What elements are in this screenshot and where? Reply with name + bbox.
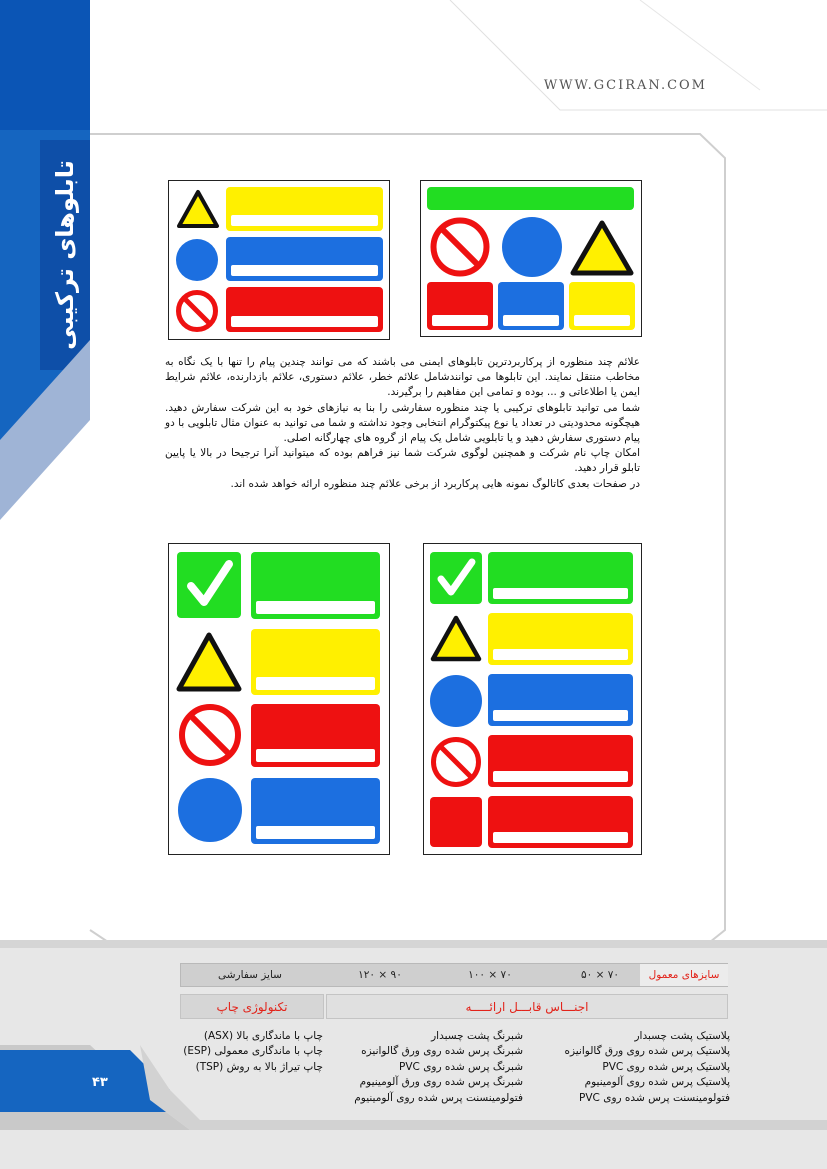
prohibition-icon (429, 216, 491, 278)
warning-triangle-icon (429, 614, 483, 664)
size-option-1: ۵۰ × ۷۰ (580, 969, 620, 981)
blue-bar (488, 674, 633, 726)
common-sizes-label: سایزهای معمول (640, 964, 728, 986)
sign-panel-top-right (420, 180, 642, 337)
list-item: فتولومینسنت پرس شده روی PVC (579, 1091, 730, 1104)
list-item: شبرنگ پرس شده روی ورق آلومینیوم (359, 1076, 523, 1089)
list-item: فتولومینسنت پرس شده روی آلومینیوم (354, 1091, 523, 1104)
yellow-bar (251, 629, 380, 695)
print-tech-list (180, 1029, 323, 1075)
warning-triangle-icon (175, 630, 243, 694)
paragraph-logo-print: امکان چاپ نام شرکت و همچنین لوگوی شرکت شما نیز فراهم بوده که میتوانید آنرا ترجیحا در بالا یا پایین تابلو قرار دهید. (165, 447, 640, 475)
list-item: چاپ با ماندگاری معمولی (ESP) (183, 1045, 323, 1058)
blue-bar (226, 237, 383, 281)
materials-list-reflective (328, 1029, 523, 1106)
check-sign-icon (430, 552, 482, 604)
check-sign-icon (177, 552, 241, 618)
yellow-bar (488, 613, 633, 665)
paragraph-intro: علائم چند منظوره از پرکاربردترین تابلوهای ایمنی می باشند که می توانند چندین پیام را تنها با یک نگاه به مخاطب منتقل نمایند. این تابلوها می توانندشامل علائم خطر، علائم دستوری، علائم بازدارنده، علائم شرایط ایمن یا اطلاعاتی و ... بوده و تمامی این مفاهیم را برگیرند. (165, 356, 640, 399)
list-item: شبرنگ پرس شده روی ورق گالوانیزه (361, 1045, 523, 1058)
green-bar (488, 552, 633, 604)
list-item: چاپ با ماندگاری بالا (ASX) (203, 1030, 323, 1042)
yellow-bar (226, 187, 383, 231)
custom-size-label: سایز سفارشی (218, 969, 282, 981)
green-bar (251, 552, 380, 619)
sign-panel-top-left (168, 180, 390, 340)
yellow-tile (569, 282, 635, 330)
prohibition-icon (177, 702, 243, 768)
red-bar (488, 735, 633, 787)
mandatory-circle-icon (175, 238, 219, 282)
paragraph-next-pages: در صفحات بعدی کاتالوگ نمونه هایی پرکاربرد از برخی علائم چند منظوره ارائه خواهد شده اند. (230, 477, 640, 490)
warning-triangle-icon (569, 219, 635, 277)
prohibition-icon (175, 289, 219, 333)
mandatory-circle-icon (177, 777, 243, 843)
materials-header: اجنـــاس قابـــل ارائـــــه (326, 994, 728, 1019)
mandatory-circle-icon (429, 674, 483, 728)
list-item: پلاستیک پرس شده روی آلومینیوم (584, 1076, 730, 1089)
sign-panel-bottom-right (423, 543, 642, 855)
mandatory-circle-icon (501, 216, 563, 278)
materials-list-plastic (540, 1029, 730, 1106)
list-item: شبرنگ پشت چسبدار (431, 1030, 523, 1042)
list-item: پلاستیک پشت چسبدار (634, 1030, 730, 1042)
red-tile (427, 282, 493, 330)
list-item: پلاستیک پرس شده روی ورق گالوانیزه (564, 1045, 730, 1058)
sign-panel-bottom-left (168, 543, 390, 855)
side-title: تابلوهای ترکیبی (51, 160, 79, 350)
website-url[interactable]: WWW.GCIRAN.COM (543, 78, 707, 93)
paragraph-custom-order: شما می توانید تابلوهای ترکیبی یا چند منظوره سفارشی را بنا به نیازهای خود به این شرکت سفارش دهید. هیچگونه محدودیتی در تعداد یا نوع پیکتوگرام انتخابی وجود نداشته و شما می توانید به عنوان مثال تابلویی با دو پیام دستوری سفارش دهید و یا تابلویی شامل یک پیام از گروه های چهارگانه اصلی. (165, 401, 640, 445)
red-bar-2 (488, 796, 633, 848)
size-option-3: ۱۲۰ × ۹۰ (358, 969, 402, 981)
green-header-bar (427, 187, 634, 210)
list-item: چاپ تیراژ بالا به روش (TSP) (195, 1060, 323, 1073)
list-item: پلاستیک پرس شده روی PVC (602, 1060, 730, 1073)
print-tech-header: تکنولوژی چاپ (180, 994, 324, 1019)
list-item: شبرنگ پرس شده روی PVC (399, 1060, 523, 1073)
size-option-2: ۱۰۰ × ۷۰ (468, 969, 512, 981)
page-number: ۴۳ (92, 1075, 108, 1090)
warning-triangle-icon (176, 189, 220, 229)
red-bar (226, 287, 383, 332)
red-bar (251, 704, 380, 767)
blue-tile (498, 282, 564, 330)
prohibition-icon (429, 735, 483, 789)
blue-bar (251, 778, 380, 844)
body-text (165, 355, 640, 492)
red-square-tile (430, 797, 482, 847)
